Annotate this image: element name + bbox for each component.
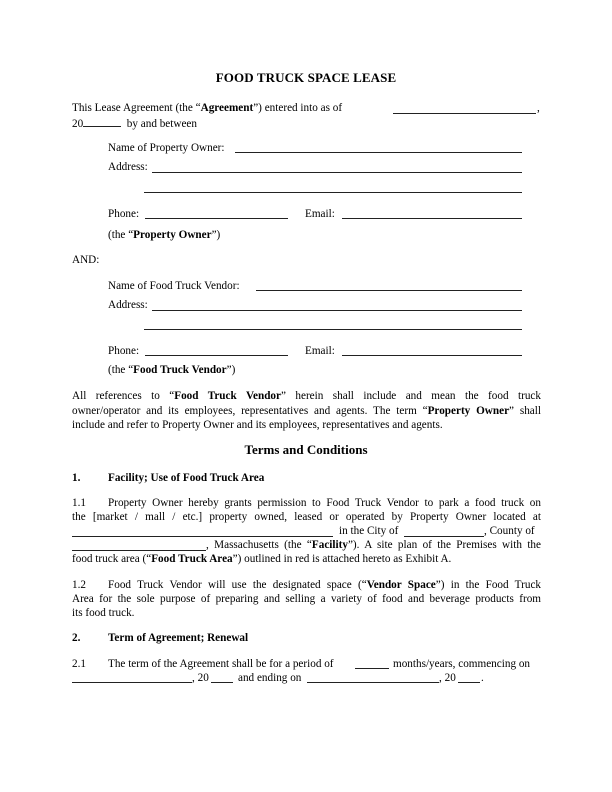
end-year-blank[interactable]	[458, 682, 480, 683]
term-period-blank[interactable]	[355, 668, 389, 669]
vendor-phone-label: Phone:	[108, 345, 140, 357]
end-period: .	[481, 672, 484, 684]
para-1-2-line-1: Food Truck Vendor will use the designated space (“Vendor Space”) in the Food Truck	[108, 579, 541, 591]
owner-address-label: Address:	[108, 161, 148, 173]
vendor-email-field[interactable]	[342, 355, 522, 356]
intro-line-1: This Lease Agreement (the “Agreement”) entered into as of	[72, 102, 343, 114]
intro-line-2: 20 by and between	[72, 118, 197, 130]
document-title: FOOD TRUCK SPACE LEASE	[215, 70, 397, 85]
owner-email-label: Email:	[305, 208, 335, 220]
terms-heading: Terms and Conditions	[244, 442, 368, 457]
city-blank[interactable]	[404, 536, 484, 537]
owner-phone-field[interactable]	[145, 218, 288, 219]
section-1-title: Facility; Use of Food Truck Area	[108, 472, 265, 484]
references-line-1: All references to “Food Truck Vendor” herein shall include and mean the food truck	[72, 390, 541, 402]
vendor-name-field[interactable]	[256, 290, 522, 291]
vendor-address-field[interactable]	[152, 310, 522, 311]
section-2-number: 2.	[72, 632, 81, 644]
para-1-1-line-5: food truck area (“Food Truck Area”) outlined in red is attached hereto as Exhibit A.	[72, 553, 452, 565]
start-year-prefix: , 20	[192, 672, 209, 684]
para-1-1-line-2: the [market / mall / etc.] property owned, leased or operated by Property Owner located at	[72, 511, 541, 523]
para-1-2-line-2: Area for the sole purpose of preparing and selling a variety of food and beverage products from	[72, 593, 541, 605]
owner-address-field[interactable]	[152, 172, 522, 173]
end-year-prefix: , 20	[439, 672, 456, 684]
city-label: in the City of	[339, 525, 399, 537]
agreement-year-blank[interactable]	[83, 116, 121, 127]
para-2-1-line-1b: months/years, commencing on	[393, 658, 531, 670]
vendor-address-label: Address:	[108, 299, 148, 311]
agreement-date-blank[interactable]	[393, 113, 536, 114]
owner-email-field[interactable]	[342, 218, 522, 219]
para-1-1-line-4: , Massachusetts (the “Facility”). A site plan of the Premises with the	[206, 539, 541, 551]
vendor-space-term: Vendor Space	[366, 579, 436, 591]
para-2-1-line-1a: The term of the Agreement shall be for a period of	[108, 658, 334, 670]
start-date-blank[interactable]	[72, 682, 192, 683]
para-1-2-line-3: its food truck.	[72, 607, 135, 619]
references-line-3: include and refer to Property Owner and its employees, representatives and agents.	[72, 419, 443, 431]
para-2-1-number: 2.1	[72, 658, 86, 670]
owner-name-field[interactable]	[235, 152, 522, 153]
owner-address-field-2[interactable]	[144, 192, 522, 193]
food-truck-area-term: Food Truck Area	[151, 553, 233, 565]
para-1-1-line-1: Property Owner hereby grants permission to Food Truck Vendor to park a food truck on	[108, 497, 541, 509]
owner-phone-label: Phone:	[108, 208, 140, 220]
agreement-term: Agreement	[200, 102, 254, 114]
para-1-1-number: 1.1	[72, 497, 86, 509]
county-blank[interactable]	[72, 550, 206, 551]
ending-on-label: and ending on	[238, 672, 302, 684]
vendor-phone-field[interactable]	[145, 355, 288, 356]
county-label: , County of	[484, 525, 535, 537]
start-year-blank[interactable]	[211, 682, 233, 683]
section-1-number: 1.	[72, 472, 81, 484]
owner-name-label: Name of Property Owner:	[108, 142, 225, 154]
intro-comma: ,	[537, 102, 540, 114]
references-line-2: owner/operator and its employees, representatives and agents. The term “Property Owner” shall	[72, 405, 541, 417]
section-2-title: Term of Agreement; Renewal	[108, 632, 249, 644]
facility-term: Facility	[311, 539, 348, 551]
owner-definition: (the “Property Owner”)	[108, 229, 221, 241]
facility-address-blank[interactable]	[72, 536, 333, 537]
and-label: AND:	[72, 254, 100, 266]
end-date-blank[interactable]	[307, 682, 439, 683]
para-1-2-number: 1.2	[72, 579, 86, 591]
vendor-address-field-2[interactable]	[144, 329, 522, 330]
vendor-definition: (the “Food Truck Vendor”)	[108, 364, 236, 376]
vendor-name-label: Name of Food Truck Vendor:	[108, 280, 240, 292]
vendor-email-label: Email:	[305, 345, 335, 357]
